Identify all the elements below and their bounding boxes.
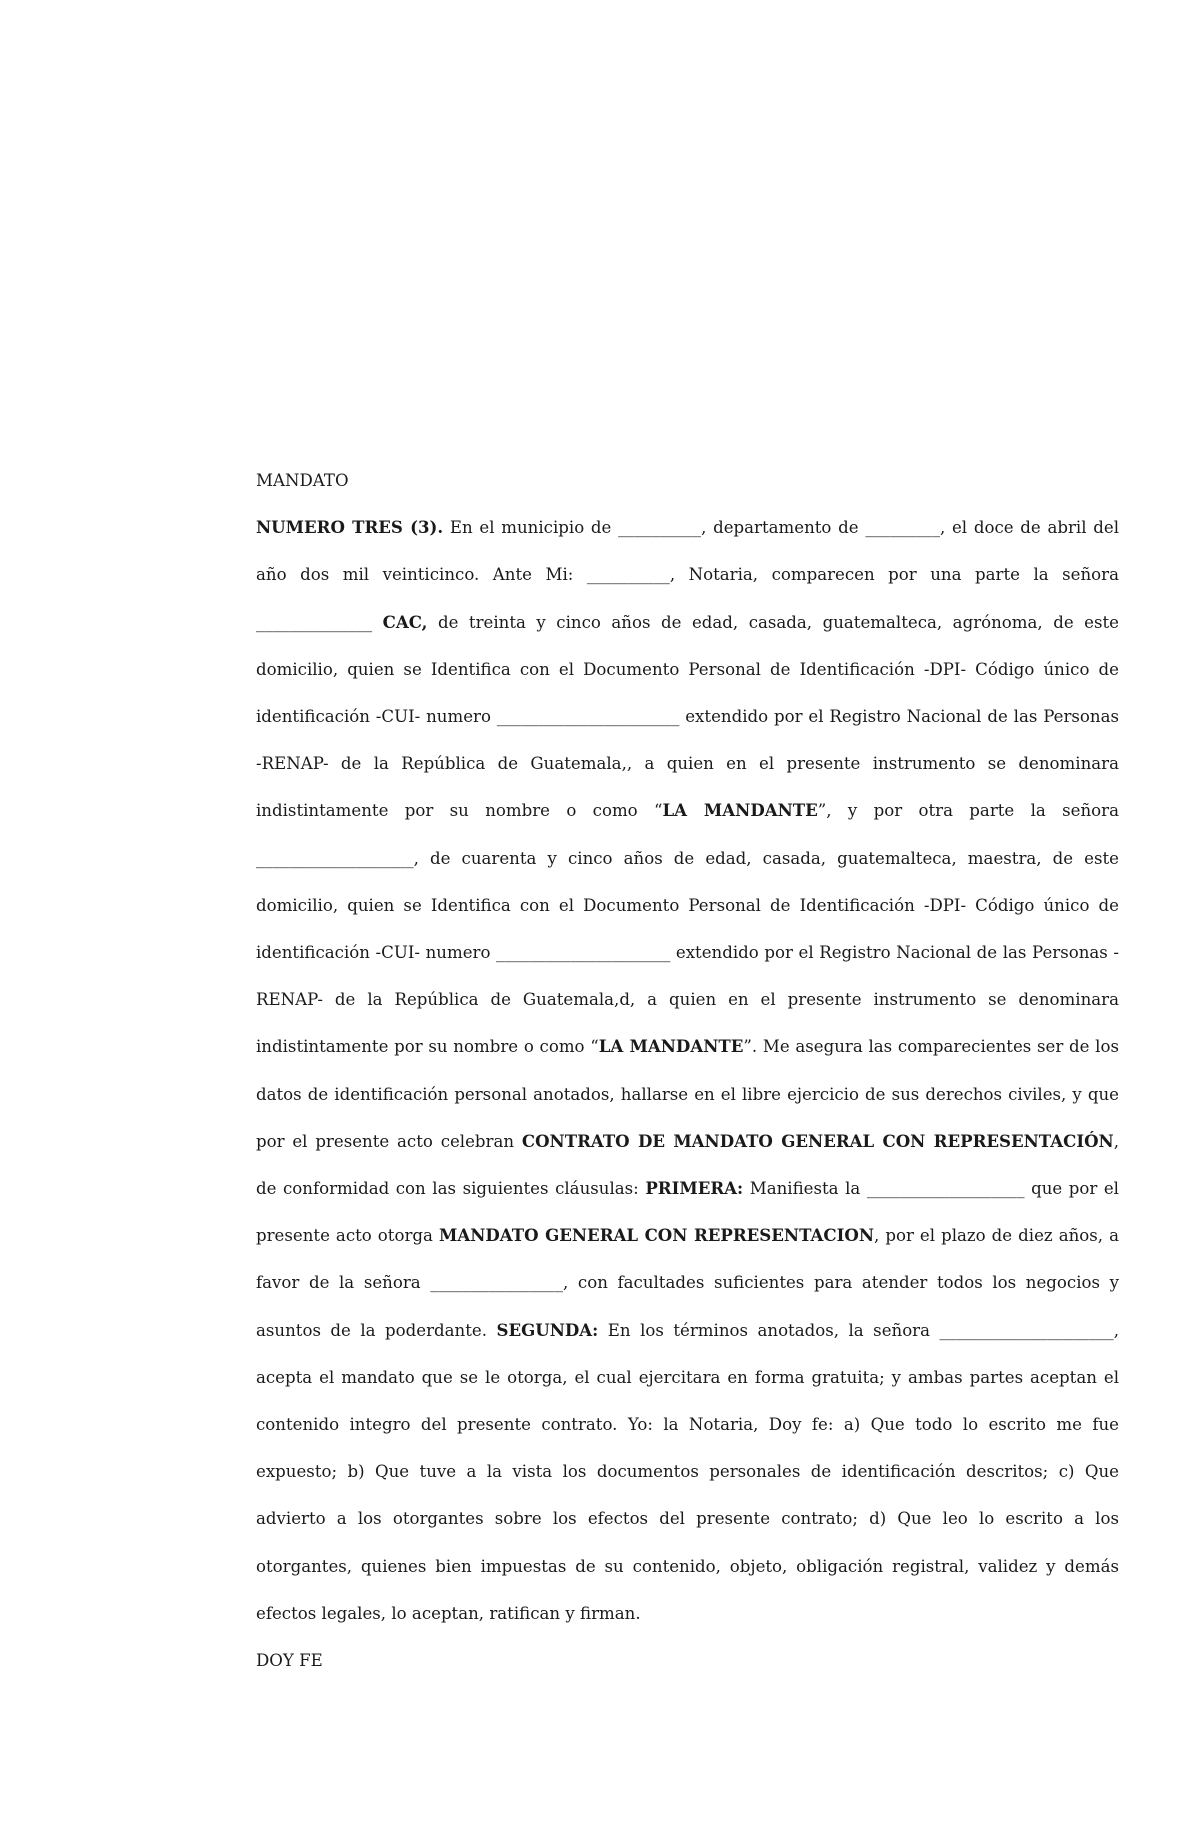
bold-text-run: PRIMERA: <box>645 1178 744 1199</box>
text-run: , de conformidad con las siguientes cláusulas: <box>256 1131 1119 1199</box>
document-title: MANDATO <box>256 471 349 490</box>
bold-text-run: NUMERO TRES (3). <box>256 517 444 538</box>
mandate-paragraph <box>256 504 1119 1637</box>
text-run: ”, y por otra parte la señora ___________________, de cuarenta y cinco años de edad, casada, guatemalteca, maestra, de este domicilio, quien se Identifica con el Documento Personal de Identificación -DPI- Código único de identificación -CUI- numero _____________________ extendido por el Registro Nacional de las Personas -RENAP- de la República de Guatemala,d, a quien en el presente instrumento se denominara indistintamente por su nombre o como “ <box>256 801 1119 1057</box>
bold-text-run: LA MANDANTE <box>662 800 818 821</box>
bold-text-run: CONTRATO DE MANDATO GENERAL CON REPRESENTACIÓN <box>521 1130 1114 1151</box>
bold-text-run: MANDATO GENERAL CON REPRESENTACION <box>438 1225 875 1246</box>
text-run: En los términos anotados, la señora _____________________, acepta el mandato que se le otorga, el cual ejercitara en forma gratuita; y ambas partes aceptan el contenido integro del presente contrato. Yo: la Notaria, Doy fe: a) Que todo lo escrito me fue expuesto; b) Que tuve a la vista los documentos personales de identificación descritos; c) Que advierto a los otorgantes sobre los efectos del presente contrato; d) Que leo lo escrito a los otorgantes, quienes bien impuestas de su contenido, objeto, obligación registral, validez y demás efectos legales, lo aceptan, ratifican y firman. <box>256 1320 1119 1623</box>
closing-statement: DOY FE <box>256 1651 323 1671</box>
text-run: En el municipio de __________, departamento de _________, el doce de abril del año dos mil veinticinco. Ante Mi: __________, Notaria, comparecen por una parte la señora ______________ <box>256 518 1120 632</box>
document-body <box>256 457 1119 1684</box>
text-run: Manifiesta la ___________________ que por el presente acto otorga <box>256 1179 1119 1246</box>
bold-text-run: CAC, <box>382 611 428 632</box>
text-run: , por el plazo de diez años, a favor de la señora ________________, con facultades suficientes para atender todos los negocios y asuntos de la poderdante. <box>256 1226 1119 1340</box>
text-run: de treinta y cinco años de edad, casada, guatemalteca, agrónoma, de este domicilio, quien se Identifica con el Documento Personal de Identificación -DPI- Código único de identificación -CUI- numero ______________________ extendido por el Registro Nacional de las Personas -RENAP- de la República de Guatemala,, a quien en el presente instrumento se denominara indistintamente por su nombre o como “ <box>256 612 1119 821</box>
bold-text-run: SEGUNDA: <box>496 1319 599 1340</box>
text-run: ”. Me asegura las comparecientes ser de los datos de identificación personal anotados, hallarse en el libre ejercicio de sus derechos civiles, y que por el presente acto celebran <box>256 1037 1119 1151</box>
bold-text-run: LA MANDANTE <box>598 1036 744 1057</box>
